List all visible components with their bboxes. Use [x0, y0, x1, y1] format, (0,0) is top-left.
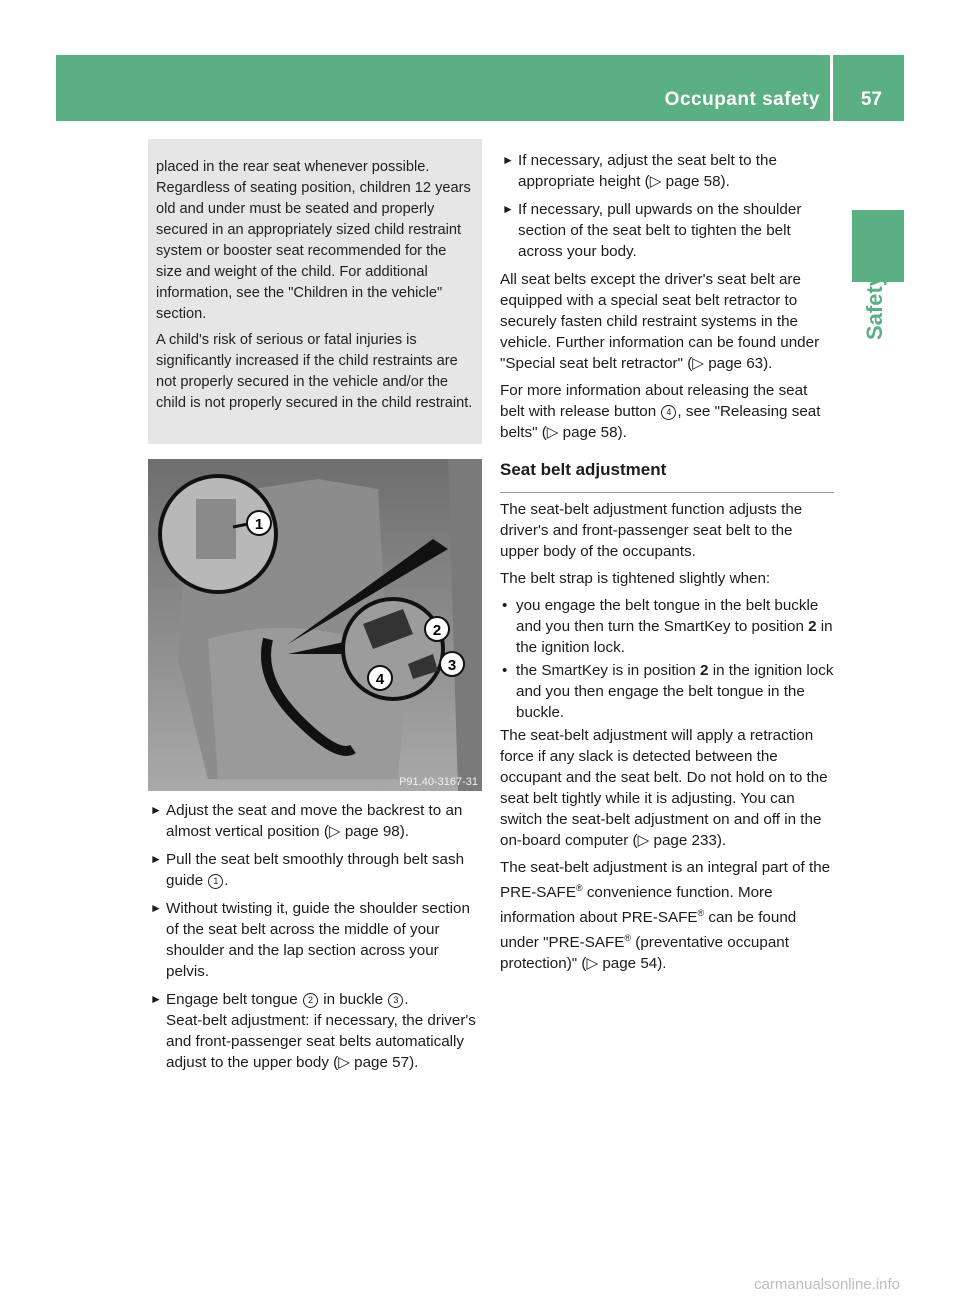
belt-guide-shape [196, 499, 236, 559]
callout-4 [368, 666, 392, 690]
arrow-icon: ► [150, 852, 162, 866]
arrow-icon: ► [150, 803, 162, 817]
callout-2 [425, 617, 449, 641]
page-number: 57 [860, 89, 882, 110]
callout-ref: 4 [661, 405, 676, 420]
figure-code: P91.40-3167-31 [399, 776, 478, 788]
callout-ref: 1 [208, 874, 223, 889]
step-item: ► If necessary, pull upwards on the shoulder section of the seat belt to tighten the belt across your body. [502, 201, 802, 260]
svg-text:2: 2 [432, 622, 442, 639]
callout-ref: 3 [388, 993, 403, 1008]
callout-ref: 2 [303, 993, 318, 1008]
paragraph: The seat-belt adjustment will apply a retraction force if any slack is detected between the occupant and the seat belt. Do not hold on to the seat belt tightly while it is adjusting. You can switch the seat-belt adjustment on and off in the on-board computer (▷ page 233). [500, 727, 828, 849]
bullet-item: • you engage the belt tongue in the belt buckle and you then turn the SmartKey to position 2 in the ignition lock. [502, 597, 833, 656]
svg-text:4: 4 [375, 671, 385, 688]
step-sub-note: Seat-belt adjustment: if necessary, the driver's and front-passenger seat belts automatically adjust to the upper body (▷ page 57). [166, 1012, 476, 1071]
arrow-icon: ► [502, 153, 514, 167]
step-item: ► Pull the seat belt smoothly through belt sash guide 1 . [150, 851, 465, 889]
paragraph: The seat-belt adjustment is an integral part of the PRE-SAFE® convenience function. More information about PRE-SAFE® can be found under "PRE-SAFE® (preventative occupant protection)" (▷ page 54). [500, 859, 831, 973]
svg-text:1: 1 [254, 516, 264, 533]
section-heading: Seat belt adjustment [500, 459, 834, 493]
step-item: ► Engage belt tongue 2 in buckle 3 . Seat-belt adjustment: if necessary, the driver's and front-passenger seat belts automatically adjust to the upper body (▷ page 57). [148, 989, 484, 1073]
footer-watermark: carmanualsonline.info [754, 1276, 900, 1293]
side-tab-label: Safety [862, 273, 887, 340]
arrow-icon: ► [502, 202, 514, 216]
left-step-list [148, 800, 484, 1080]
bullet-item: • the SmartKey is in position 2 in the ignition lock and you then engage the belt tongue in the buckle. [502, 662, 834, 721]
seat-belt-figure [148, 459, 482, 791]
page-title: Occupant safety [664, 89, 820, 110]
header-bar [56, 55, 904, 121]
paragraph: The seat-belt adjustment function adjusts the driver's and front-passenger seat belt to the upper body of the occupants. [500, 501, 803, 560]
seat-belt-illustration [148, 459, 482, 791]
step-item: ► Adjust the seat and move the backrest to an almost vertical position (▷ page 98). [150, 802, 463, 840]
callout-3 [440, 652, 464, 676]
paragraph: All seat belts except the driver's seat belt are equipped with a special seat belt retractor to securely fasten child restraint systems in the vehicle. Further information can be found under "Special seat belt retractor" (▷ page 63). [500, 271, 820, 372]
svg-text:3: 3 [447, 657, 457, 674]
note-box [148, 139, 482, 444]
note-paragraph: placed in the rear seat whenever possible. Regardless of seating position, children 12 years old and under must be seated and properly secured in an appropriately sized child restraint system or booster seat recommended for the size and weight of the child. For additional information, see the "Children in the vehicle" section. [156, 159, 471, 322]
arrow-icon: ► [150, 901, 162, 915]
paragraph: The belt strap is tightened slightly when: [500, 570, 771, 587]
note-paragraph: A child's risk of serious or fatal injuries is significantly increased if the child restraints are not properly secured in the vehicle and/or the child is not properly secured in the child restraint. [156, 332, 473, 411]
step-item: ► Without twisting it, guide the shoulder section of the seat belt across the middle of your shoulder and the lap section across your pelvis. [150, 900, 470, 980]
right-column [500, 150, 834, 980]
step-item: ► If necessary, adjust the seat belt to the appropriate height (▷ page 58). [502, 152, 777, 190]
paragraph: For more information about releasing the seat belt with release button 4 , see "Releasing seat belts" (▷ page 58). [500, 382, 821, 441]
header-separator [830, 55, 833, 121]
arrow-icon: ► [150, 992, 162, 1006]
